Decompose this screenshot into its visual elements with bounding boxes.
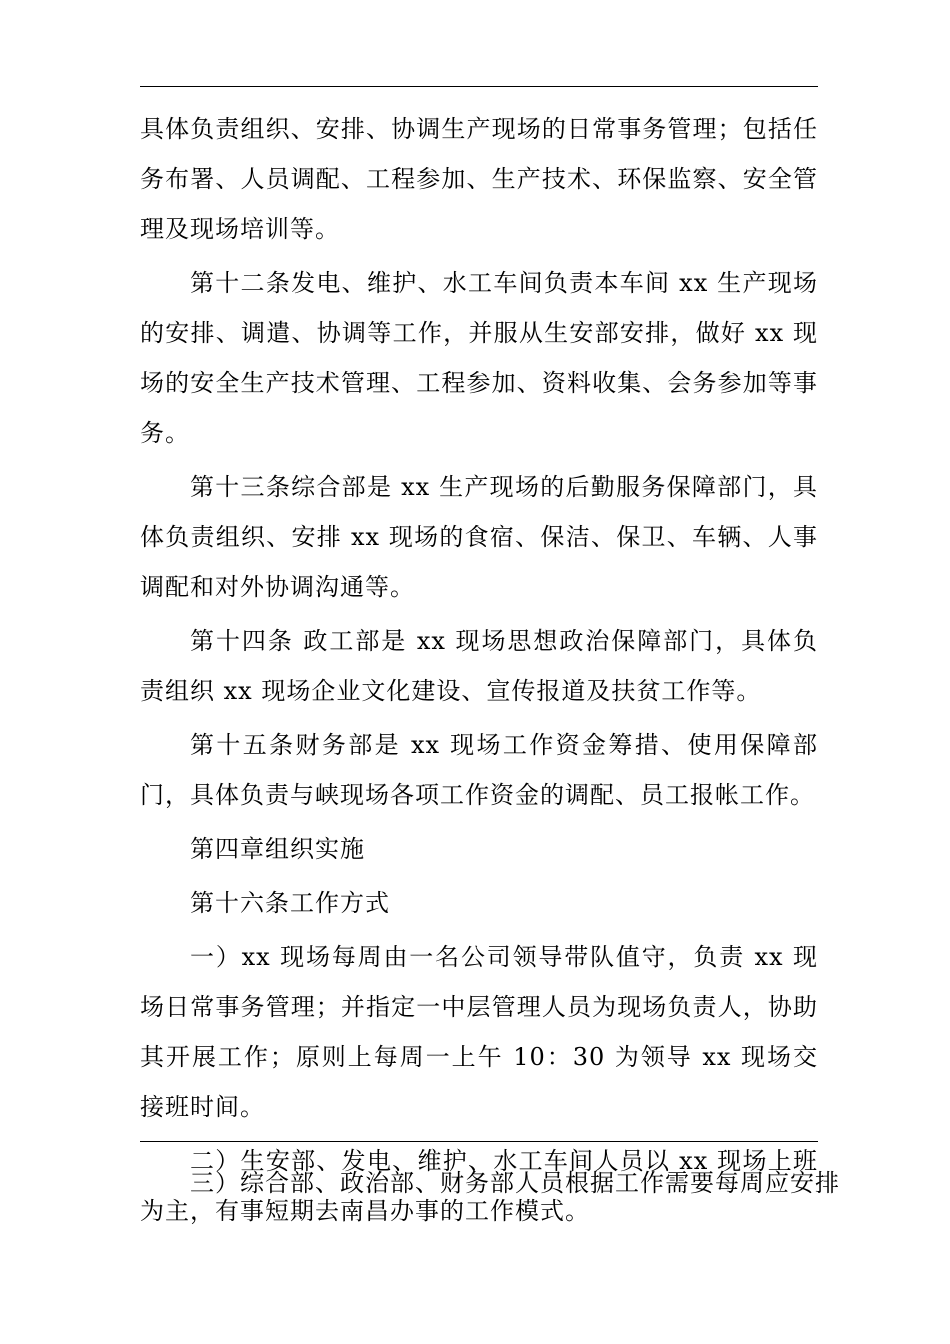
page-break-rule bbox=[140, 1141, 818, 1142]
chapter-heading: 第四章组织实施 bbox=[190, 835, 365, 863]
paragraph-item-2: 二）生安部、发电、维护、水工车间人员以 xx 现场上班为主，有事短期去南昌办事的工作模式。 bbox=[140, 1147, 818, 1225]
article-16-heading: 第十六条工作方式 bbox=[190, 889, 390, 917]
paragraph-article-15: 第十五条财务部是 xx 现场工作资金筹措、使用保障部门，具体负责与峡现场各项工作资金的调配、员工报帐工作。 bbox=[140, 731, 818, 809]
header-rule bbox=[140, 86, 818, 87]
paragraph-item-3: 三）综合部、政治部、财务部人员根据工作需要每周应安排 bbox=[190, 1169, 840, 1197]
document-body bbox=[140, 104, 840, 1240]
next-page-body bbox=[140, 1158, 840, 1212]
paragraph-article-13: 第十三条综合部是 xx 生产现场的后勤服务保障部门，具体负责组织、安排 xx 现场的食宿、保洁、保卫、车辆、人事调配和对外协调沟通等。 bbox=[140, 473, 818, 601]
paragraph-article-12: 第十二条发电、维护、水工车间负责本车间 xx 生产现场的安排、调遣、协调等工作，并服从生安部安排，做好 xx 现场的安全生产技术管理、工程参加、资料收集、会务参加等事务。 bbox=[140, 269, 818, 447]
paragraph-item-1: 一）xx 现场每周由一名公司领导带队值守，负责 xx 现场日常事务管理；并指定一中层管理人员为现场负责人，协助其开展工作；原则上每周一上午 10：30 为领导 xx 现场交接班时间。 bbox=[140, 943, 818, 1121]
paragraph-article-14: 第十四条 政工部是 xx 现场思想政治保障部门，具体负责组织 xx 现场企业文化建设、宣传报道及扶贫工作等。 bbox=[140, 627, 818, 705]
paragraph-1: 具体负责组织、安排、协调生产现场的日常事务管理；包括任务布署、人员调配、工程参加、生产技术、环保监察、安全管理及现场培训等。 bbox=[140, 115, 818, 243]
